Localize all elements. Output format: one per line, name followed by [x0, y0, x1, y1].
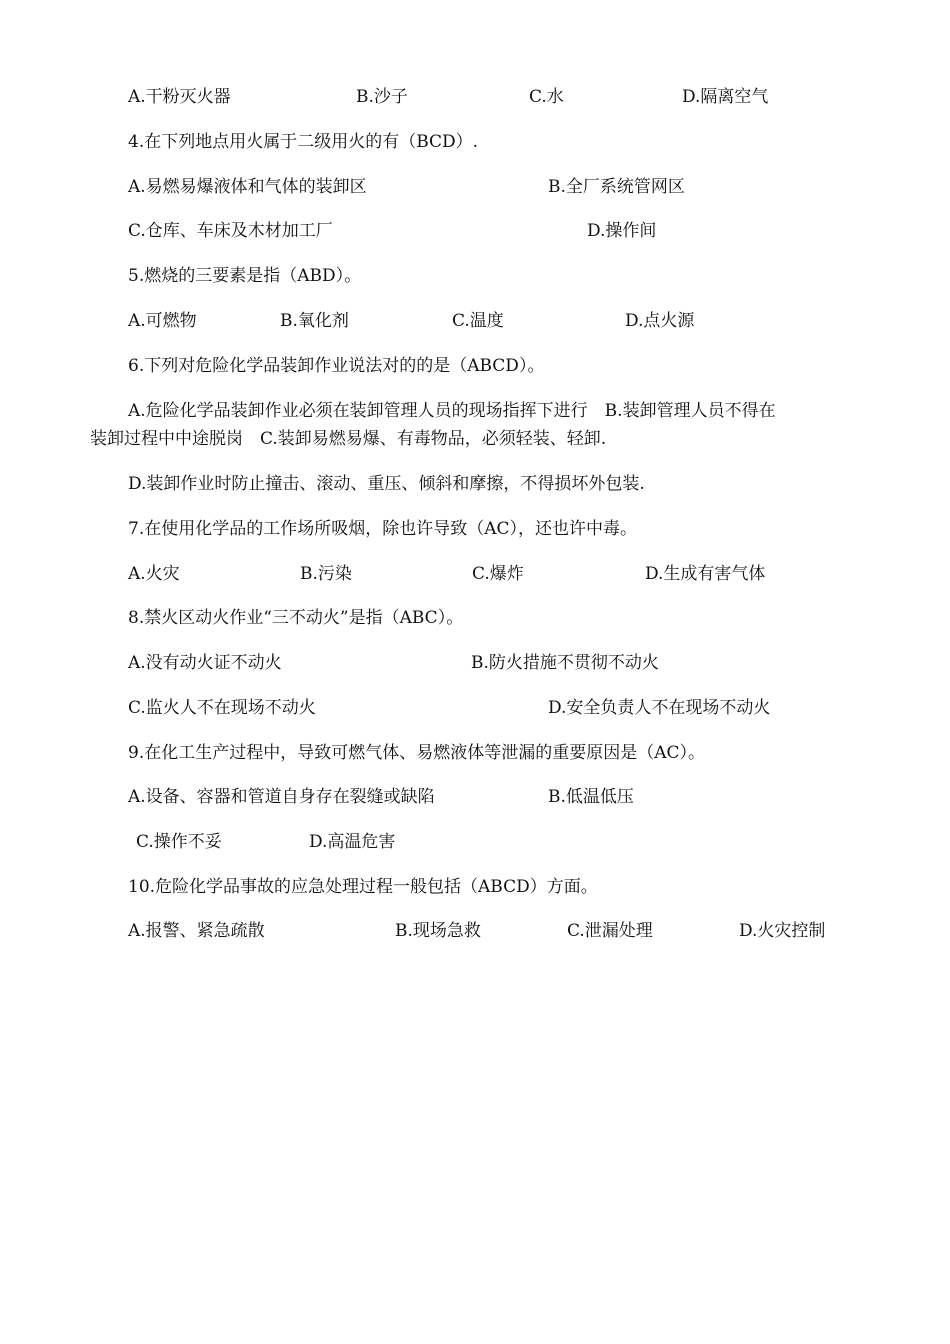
q5-question: 5.燃烧的三要素是指（ABD）。 [128, 266, 362, 286]
q10-option-d: D.火灾控制 [739, 921, 826, 941]
q4-option-d: D.操作间 [587, 221, 657, 241]
q5-option-d: D.点火源 [625, 311, 695, 331]
q3-option-d: D.隔离空气 [682, 87, 769, 107]
q9-option-a: A.设备、容器和管道自身存在裂缝或缺陷 [128, 787, 435, 807]
q10-option-c: C.泄漏处理 [567, 921, 653, 941]
q8-question: 8.禁火区动火作业“三不动火”是指（ABC）。 [128, 608, 464, 628]
q4-option-a: A.易燃易爆液体和气体的装卸区 [128, 177, 367, 197]
q4-option-c: C.仓库、车床及木材加工厂 [128, 221, 333, 241]
q3-option-b: B.沙子 [356, 87, 408, 107]
q10-question: 10.危险化学品事故的应急处理过程一般包括（ABCD）方面。 [128, 877, 598, 897]
q8-option-d: D.安全负责人不在现场不动火 [548, 698, 771, 718]
q7-option-b: B.污染 [300, 564, 352, 584]
q6-answer-line-2: 装卸过程中中途脱岗 C.装卸易燃易爆、有毒物品，必须轻装、轻卸. [90, 429, 607, 449]
q7-option-c: C.爆炸 [472, 564, 524, 584]
q5-option-a: A.可燃物 [128, 311, 197, 331]
q10-option-b: B.现场急救 [395, 921, 481, 941]
q3-option-a: A.干粉灭火器 [128, 87, 231, 107]
q8-option-b: B.防火措施不贯彻不动火 [471, 653, 659, 673]
q6-answer-line-3: D.装卸作业时防止撞击、滚动、重压、倾斜和摩擦，不得损坏外包装. [128, 474, 645, 494]
q9-question: 9.在化工生产过程中，导致可燃气体、易燃液体等泄漏的重要原因是（AC）。 [128, 743, 706, 763]
q6-answer-line-1: A.危险化学品装卸作业必须在装卸管理人员的现场指挥下进行 B.装卸管理人员不得在 [128, 401, 776, 421]
q7-option-d: D.生成有害气体 [645, 564, 766, 584]
q9-option-b: B.低温低压 [548, 787, 634, 807]
q5-option-b: B.氧化剂 [280, 311, 349, 331]
q4-option-b: B.全厂系统管网区 [548, 177, 685, 197]
q3-option-c: C.水 [529, 87, 564, 107]
q9-option-c: C.操作不妥 [136, 832, 222, 852]
q9-option-d: D.高温危害 [309, 832, 396, 852]
q7-option-a: A.火灾 [128, 564, 180, 584]
q7-question: 7.在使用化学品的工作场所吸烟，除也许导致（AC），还也许中毒。 [128, 519, 638, 539]
q5-option-c: C.温度 [452, 311, 504, 331]
q8-option-a: A.没有动火证不动火 [128, 653, 282, 673]
q6-question: 6.下列对危险化学品装卸作业说法对的的是（ABCD）。 [128, 356, 545, 376]
q10-option-a: A.报警、紧急疏散 [128, 921, 265, 941]
q8-option-c: C.监火人不在现场不动火 [128, 698, 316, 718]
q4-question: 4.在下列地点用火属于二级用火的有（BCD）. [128, 132, 479, 152]
